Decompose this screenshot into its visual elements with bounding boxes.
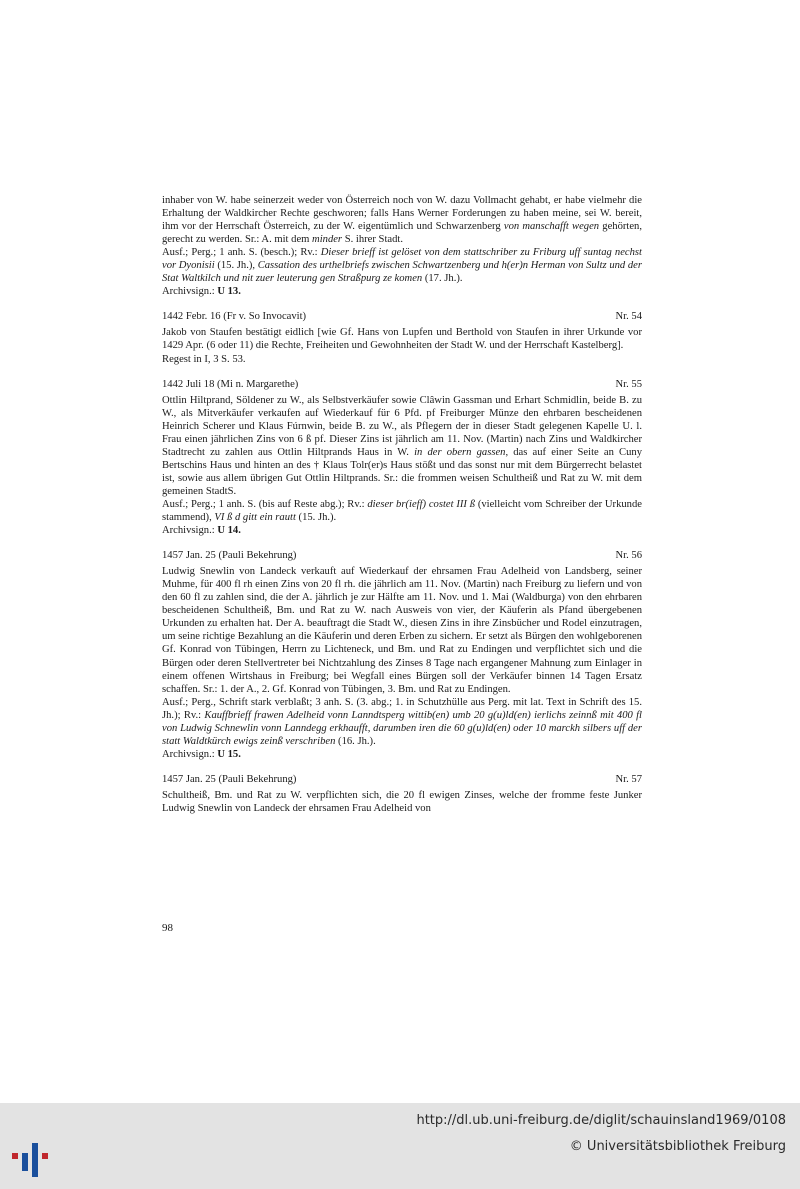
entry-56: [162, 549, 642, 761]
entry-number: Nr. 55: [615, 378, 642, 390]
document-page: [162, 194, 642, 815]
entry-archive: Archivsign.: U 15.: [162, 748, 241, 760]
copyright-text: © Universitätsbibliothek Freiburg: [569, 1139, 786, 1154]
page-number: 98: [162, 922, 173, 934]
entry-body: Ludwig Snewlin von Landeck verkauft auf Wiederkauf der ehrsamen Frau Adelheid von Landsberg, seiner Muhme, für 400 fl rh einen Zins von 20 fl rh. die jährlich am 11. Nov. (Martin) nach Freiburg zu liefern und von den 60 fl zu zahlen sind, die der A. jährlich je zur Hälfte am 11. Nov. und 1. Mai (Waldburga) von den ehrbaren bescheidenen Schultheiß, Bm. und Rat zu W. nach Ausweis von vier, der Käuferin als Pfand übergebenen Urkunden zu erhalten hat. Der A. beauftragt die Stadt W., diesen Zins in ihre Zinsbücher und Rodel einzutragen, um seine richtige Bezahlung an die Käuferin und deren Erben zu sichern. Er setzt als Bürgen den wohlgeborenen Gf. Konrad von Tübingen, Herrn zu Lichteneck, und Bm. und Rat zu Endingen und verpflichtet sich und die Bürgen oder deren Stellvertreter bei Nichtzahlung des Zinses 8 Tage nach ergangener Mahnung zum Einlager in einem offenen Wirtshaus in Freiburg; bei Wegfall eines Bürgen soll der Verkäufer binnen 14 Tagen Ersatz schaffen. Sr.: 1. der A., 2. Gf. Konrad von Tübingen, 3. Bm. und Rat zu Endingen.: [162, 566, 642, 695]
entry-header: [162, 378, 642, 391]
permalink-link[interactable]: http://dl.ub.uni-freiburg.de/diglit/schauinsland1969/0108: [416, 1113, 786, 1128]
entry-date: 1442 Febr. 16 (Fr v. So Invocavit): [162, 311, 307, 323]
entry-date: 1457 Jan. 25 (Pauli Bekehrung): [162, 773, 297, 785]
continuation-paragraph: inhaber von W. habe seinerzeit weder von Österreich noch von W. dazu Vollmacht gehabt, er habe vielmehr die Erhaltung der Waldkircher Rechte geschworen; falls Hans Werner Forderungen zu haben meine, sei W. bereit, ihm vor der Herrschaft Österreich, zu der W. eigentümlich und Schwarzenberg von manschafft wegen gehörten, gerecht zu werden. Sr.: A. mit dem minder S. ihrer Stadt.: [162, 195, 642, 246]
entry-body: Ottlin Hiltprand, Söldener zu W., als Selbstverkäufer sowie Clâwin Gassman und Erhart Schmidlin, beide B. zu W., als Mitverkäufer verkaufen auf Wiederkauf für 6 Pfd. pf Freiburger Münze den ehrbaren bescheidenen Heinrich Scherer und Klaus Fúrnwin, beide B. zu W., als Pflegern der in dieser Stadt gelegenen Kapelle U. l. Frau einen jährlichen Zins von 6 ß pf. Dieser Zins ist jährlich am 11. Nov. (Martin) nach Zins und Waldkircher Stadtrecht zu zahlen aus Ottlin Hiltprands Haus in W. in der obern gassen, das auf einer Seite an Cuny Bertschins Haus und hinten an des † Klaus Tolr(er)s Haus stößt und das sonst nur mit dem Bürgerrecht belastet ist, sowie aus allem übrigen Gut Ottlin Hiltprands. Sr.: die frommen weisen Schultheiß und Rat zu W. mit dem gemeinen StadtS.: [162, 394, 642, 497]
entry-date: 1457 Jan. 25 (Pauli Bekehrung): [162, 550, 297, 562]
ub-freiburg-logo-icon: [12, 1139, 52, 1179]
continuation-archive: Archivsign.: U 13.: [162, 286, 241, 298]
entry-54: [162, 310, 642, 365]
entry-archive: Archivsign.: U 14.: [162, 525, 241, 537]
entry-body: Schultheiß, Bm. und Rat zu W. verpflichten sich, die 20 fl ewigen Zinses, welche der fromme feste Junker Ludwig Snewlin von Landeck der ehrsamen Frau Adelheid von: [162, 789, 642, 814]
entry-ausf: Ausf.; Perg., Schrift stark verblaßt; 3 anh. S. (3. abg.; 1. in Schutzhülle aus Perg. mit lat. Text in Schrift des 15. Jh.); Rv.: Kauffbrieff frawen Adelheid vonn Lanndtsperg wittib(en) umb 20 g(u)ld(en) ierlichs zeinnß mit 400 fl von Ludwig Schnewlin vonn Lanndegg erkhaufft, darumben iren die 60 g(u)ld(en) oder 10 marckh silbers uff der statt Waldtkürch ewigs zeinß verschriben (16. Jh.).: [162, 696, 642, 747]
entry-regest: Regest in I, 3 S. 53.: [162, 353, 246, 365]
entry-number: Nr. 57: [615, 773, 642, 785]
viewer-footer: [0, 1103, 800, 1189]
continuation-ausf: Ausf.; Perg.; 1 anh. S. (besch.); Rv.: Dieser brieff ist gelöset von dem stattschriber zu Friburg uff suntag nechst vor Dyonisii (15. Jh.), Cassation des urthelbriefs zwischen Schwartzenberg und h(er)n Herman von Sultz und der Stat Waltkilch und nit zuer leuterung gen Straßpurg ze komen (17. Jh.).: [162, 247, 642, 285]
entry-number: Nr. 56: [615, 550, 642, 562]
entry-57: [162, 773, 642, 815]
entry-ausf: Ausf.; Perg.; 1 anh. S. (bis auf Reste abg.); Rv.: dieser br(ieff) costet III ß (vielleicht vom Schreiber der Urkunde stammend), VI ß d gitt ein rautt (15. Jh.).: [162, 498, 642, 524]
entry-number: Nr. 54: [615, 311, 642, 323]
entry-body: Jakob von Staufen bestätigt eidlich [wie Gf. Hans von Lupfen und Berthold von Staufen in ihrer Urkunde vor 1429 Apr. (6 oder 11) die Rechte, Freiheiten und Gewohnheiten der Stadt W. und der Herrschaft Kastelberg].: [162, 327, 642, 352]
entry-date: 1442 Juli 18 (Mi n. Margarethe): [162, 378, 299, 390]
entry-header: [162, 549, 642, 562]
entry-header: [162, 773, 642, 786]
entry-header: [162, 310, 642, 323]
entry-55: [162, 378, 642, 538]
